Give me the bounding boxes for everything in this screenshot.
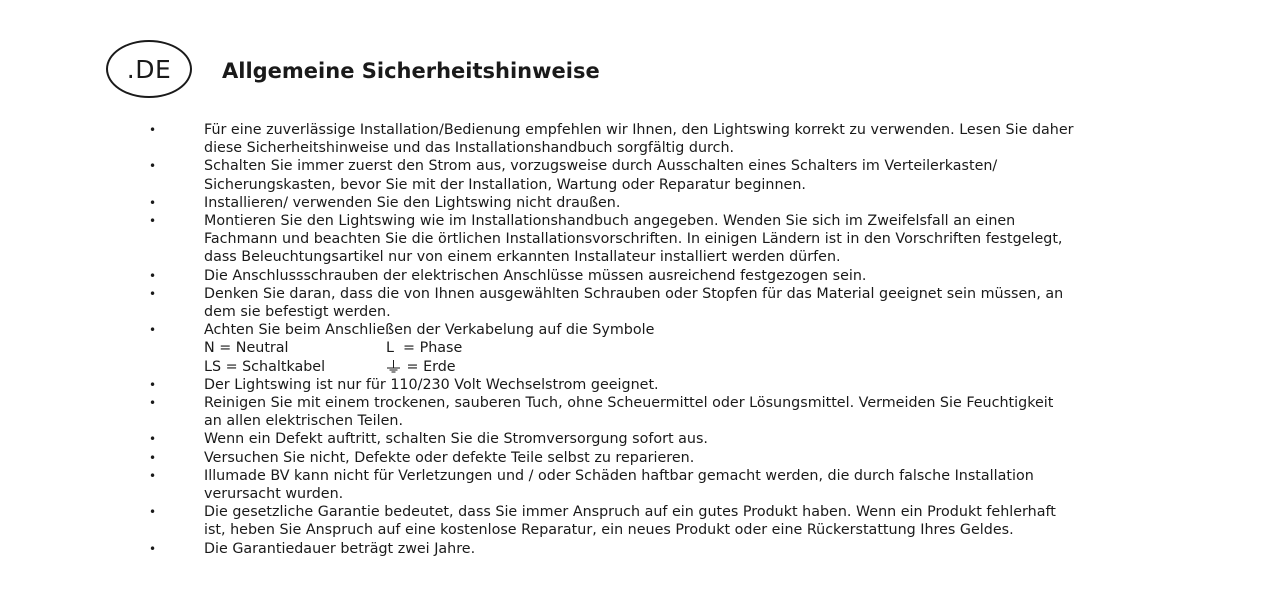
list-item [0,157,1116,193]
list-item-text: Der Lightswing ist nur für 110/230 Volt Wechselstrom geeignet. [204,376,659,393]
symbol-legend-right-wrap [386,339,462,357]
bullet-icon: • [149,377,157,392]
symbol-legend-right: = Erde [402,358,456,375]
symbol-legend-left: LS = Schaltkabel [204,358,326,375]
list-item-text: Installieren/ verwenden Sie den Lightswing nicht draußen. [204,194,621,211]
list-item [0,285,1116,321]
bullet-icon: • [149,541,157,556]
list-item [0,321,1116,376]
list-item-text: Die gesetzliche Garantie bedeutet, dass Sie immer Anspruch auf ein gutes Produkt haben. Wenn ein Produkt fehlerhaft [204,504,1056,521]
list-item-text: Die Garantiedauer beträgt zwei Jahre. [204,540,476,557]
bullet-icon: • [149,159,157,174]
symbol-legend-row [204,339,1116,357]
symbol-legend-right-wrap [386,358,456,376]
list-item [0,212,1116,267]
list-item-text: Wenn ein Defekt auftritt, schalten Sie die Stromversorgung sofort aus. [204,431,708,448]
bullet-icon: • [149,396,157,411]
list-item [0,540,1116,558]
bullet-icon: • [149,268,157,283]
earth-ground-icon [386,359,401,373]
safety-instructions-list [0,121,1116,558]
list-item-text: dem sie befestigt werden. [204,304,391,321]
list-item-text: Montieren Sie den Lightswing wie im Installationshandbuch angegeben. Wenden Sie sich im Zweifelsfall an einen [204,213,1016,230]
list-item [0,194,1116,212]
bullet-icon: • [149,214,157,229]
list-item [0,449,1116,467]
list-item [0,394,1116,430]
list-item [0,121,1116,157]
list-item-text: Die Anschlussschrauben der elektrischen Anschlüsse müssen ausreichend festgezogen sein. [204,267,867,284]
list-item-text: Schalten Sie immer zuerst den Strom aus, vorzugsweise durch Ausschalten eines Schalters im Verteilerkasten/ [204,158,998,175]
bullet-icon: • [149,123,157,137]
language-badge [106,40,192,98]
list-item-text: Illumade BV kann nicht für Verletzungen und / oder Schäden haftbar gemacht werden, die durch falsche Installation [204,467,1034,484]
bullet-icon: • [149,468,157,483]
symbol-legend-row [204,358,1116,376]
bullet-icon: • [149,286,157,301]
bullet-icon: • [149,195,157,210]
list-item-text: diese Sicherheitshinweise und das Installationshandbuch sorgfältig durch. [204,140,735,157]
list-item-text: Reinigen Sie mit einem trockenen, sauberen Tuch, ohne Scheuermittel oder Lösungsmittel. Vermeiden Sie Feuchtigkeit [204,395,1054,412]
list-item-text: dass Beleuchtungsartikel nur von einem erkannten Installateur installiert werden dürfen. [204,249,841,266]
bullet-icon: • [149,323,157,338]
list-item-text: Sicherungskasten, bevor Sie mit der Installation, Wartung oder Reparatur beginnen. [204,176,806,193]
list-item-text: ist, heben Sie Anspruch auf eine kostenlose Reparatur, ein neues Produkt oder eine Rückerstattung Ihres Geldes. [204,522,1014,539]
symbol-legend-left: N = Neutral [204,340,289,357]
bullet-icon: • [149,450,157,465]
page-title: Allgemeine Sicherheitshinweise [222,59,600,83]
list-item [0,376,1116,394]
list-item-text: verursacht wurden. [204,486,344,503]
list-item [0,267,1116,285]
list-item-text: an allen elektrischen Teilen. [204,413,403,430]
list-item [0,503,1116,539]
list-item-text: Versuchen Sie nicht, Defekte oder defekte Teile selbst zu reparieren. [204,449,695,466]
list-item-text: Achten Sie beim Anschließen der Verkabelung auf die Symbole [204,322,655,339]
list-item [0,430,1116,448]
bullet-icon: • [149,432,157,447]
list-item-text: Fachmann und beachten Sie die örtlichen Installationsvorschriften. In einigen Ländern ist in den Vorschriften festgelegt, [204,231,1063,248]
symbol-legend-right: L = Phase [386,340,463,357]
list-item [0,467,1116,503]
list-item-text: Für eine zuverlässige Installation/Bedienung empfehlen wir Ihnen, den Lightswing korrekt zu verwenden. Lesen Sie daher [204,122,1074,138]
language-code: .DE [126,54,172,84]
list-item-text: Denken Sie daran, dass die von Ihnen ausgewählten Schrauben oder Stopfen für das Material geeignet sein müssen, an [204,285,1064,302]
bullet-icon: • [149,505,157,520]
